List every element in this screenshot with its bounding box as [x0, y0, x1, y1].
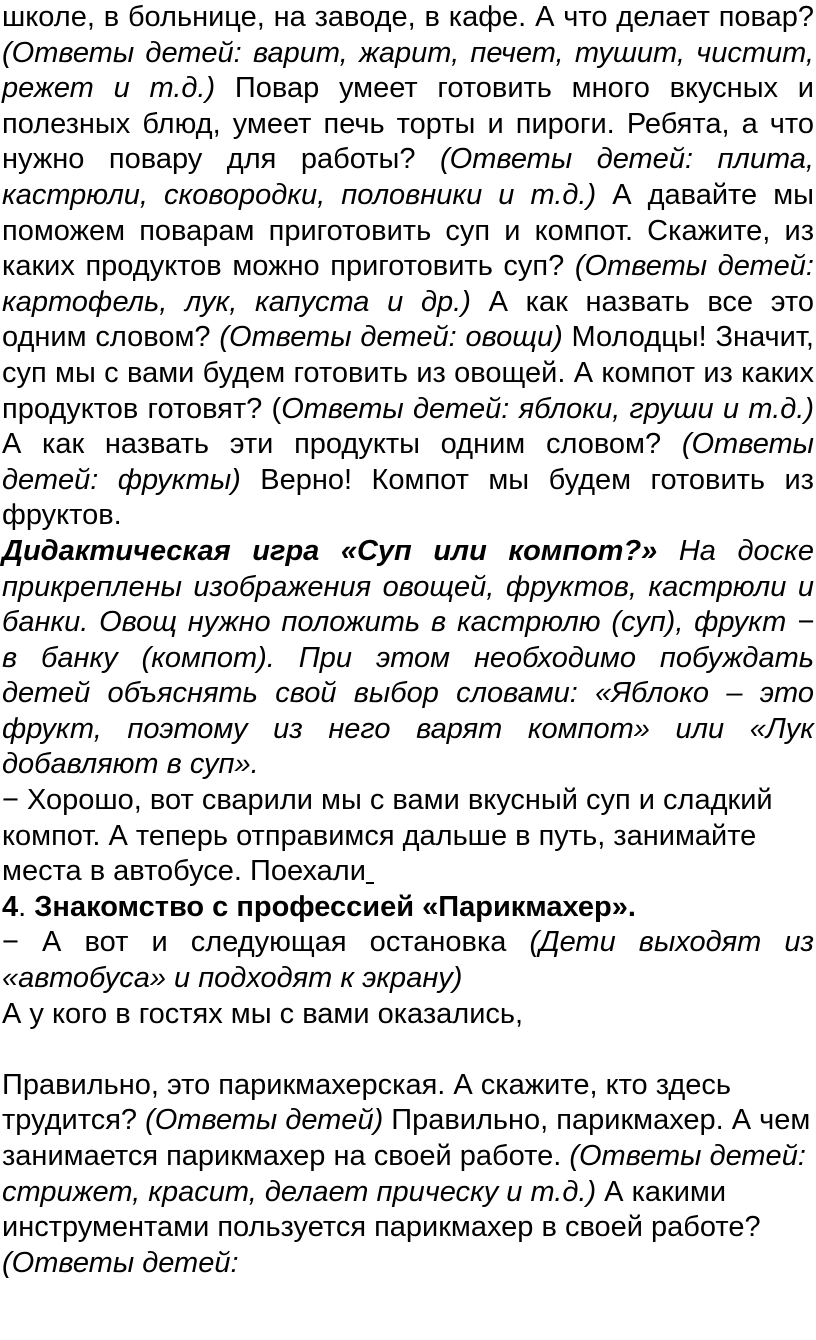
paragraph-hairdresser: [2, 1068, 814, 1282]
paragraph-question: А у кого в гостях мы с вами оказались,: [2, 997, 524, 1030]
children-answers-text: (Ответы детей: картофель, лук, капуста и др.): [2, 250, 814, 318]
children-answers-text: Ответы детей: яблоки, груши и т.д.): [281, 392, 814, 425]
underscore-mark: [366, 855, 374, 887]
children-answers-text: (Ответы детей:: [2, 1246, 239, 1279]
section-dot: .: [18, 890, 35, 923]
section-title: Знакомство с профессией «Парикмахер».: [34, 890, 636, 923]
teacher-text: Повар умеет готовить много вкусных и полезных блюд, умеет печь торты и пироги. Ребята, а что нужно повару для работы?: [2, 72, 814, 176]
children-answers-text: (Ответы детей: овощи): [219, 321, 563, 354]
teacher-text: А давайте мы поможем поварам приготовить суп и компот. Скажите, из каких продуктов можно приготовить суп?: [2, 178, 814, 283]
blank-line: [2, 1032, 814, 1068]
children-answers-text: (Дети выходят из «автобуса» и подходят к экрану): [2, 926, 814, 995]
bus-text: − Хорошо, вот сварили мы с вами вкусный суп и сладкий компот. А теперь отправимся дальше в путь, занимайте места в автобусе. Поехали: [2, 784, 773, 888]
section-number: 4: [2, 890, 19, 923]
teacher-text: А какими инструментами пользуется парикмахер в своей работе?: [2, 1175, 761, 1244]
teacher-text: Правильно, парикмахер. А чем занимается парикмахер на своей работе.: [2, 1104, 811, 1172]
children-answers-text: (Ответы детей: плита, кастрюли, сковородки, половники и т.д.): [2, 143, 814, 211]
children-answers-text: (Ответы детей): [145, 1104, 384, 1137]
paragraph-bus: [2, 783, 814, 890]
teacher-text: А как назвать эти продукты одним словом?: [2, 428, 682, 461]
teacher-text: школе, в больнице, на заводе, в кафе. А что делает повар?: [2, 1, 814, 33]
paragraph-next-stop: [2, 925, 814, 996]
children-answers-text: (Ответы детей: варит, жарит, печет, тушит, чистит, режет и т.д.): [2, 36, 814, 105]
paragraph-didactic-game: [2, 534, 814, 783]
teacher-text: Правильно, это парикмахерская. А скажите, кто здесь трудится?: [2, 1068, 732, 1137]
children-answers-text: (Ответы детей: стрижет, красит, делает прическу и т.д.): [2, 1140, 806, 1208]
teacher-text: А как назвать все это одним словом?: [2, 285, 814, 354]
game-description: На доске прикреплены изображения овощей, фруктов, кастрюли и банки. Овощ нужно положить в кастрюлю (суп), фрукт − в банку (компот). При этом необходимо побуждать детей объяснять свой выбор словами: «Яблоко – это фрукт, поэтому из него варят компот» или «Лук добавляют в суп».: [2, 534, 814, 781]
teacher-text: − А вот и следующая остановка: [2, 926, 530, 959]
teacher-text: Молодцы! Значит, суп мы с вами будем готовить из овощей. А компот из каких продуктов готовят? (: [2, 321, 814, 425]
game-title: Дидактическая игра «Суп или компот?»: [2, 534, 658, 567]
children-answers-text: (Ответы детей: фрукты): [2, 428, 814, 496]
section-heading: [2, 890, 814, 926]
teacher-text: Верно! Компот мы будем готовить из фруктов.: [2, 463, 814, 532]
paragraph-cook: [2, 0, 814, 534]
